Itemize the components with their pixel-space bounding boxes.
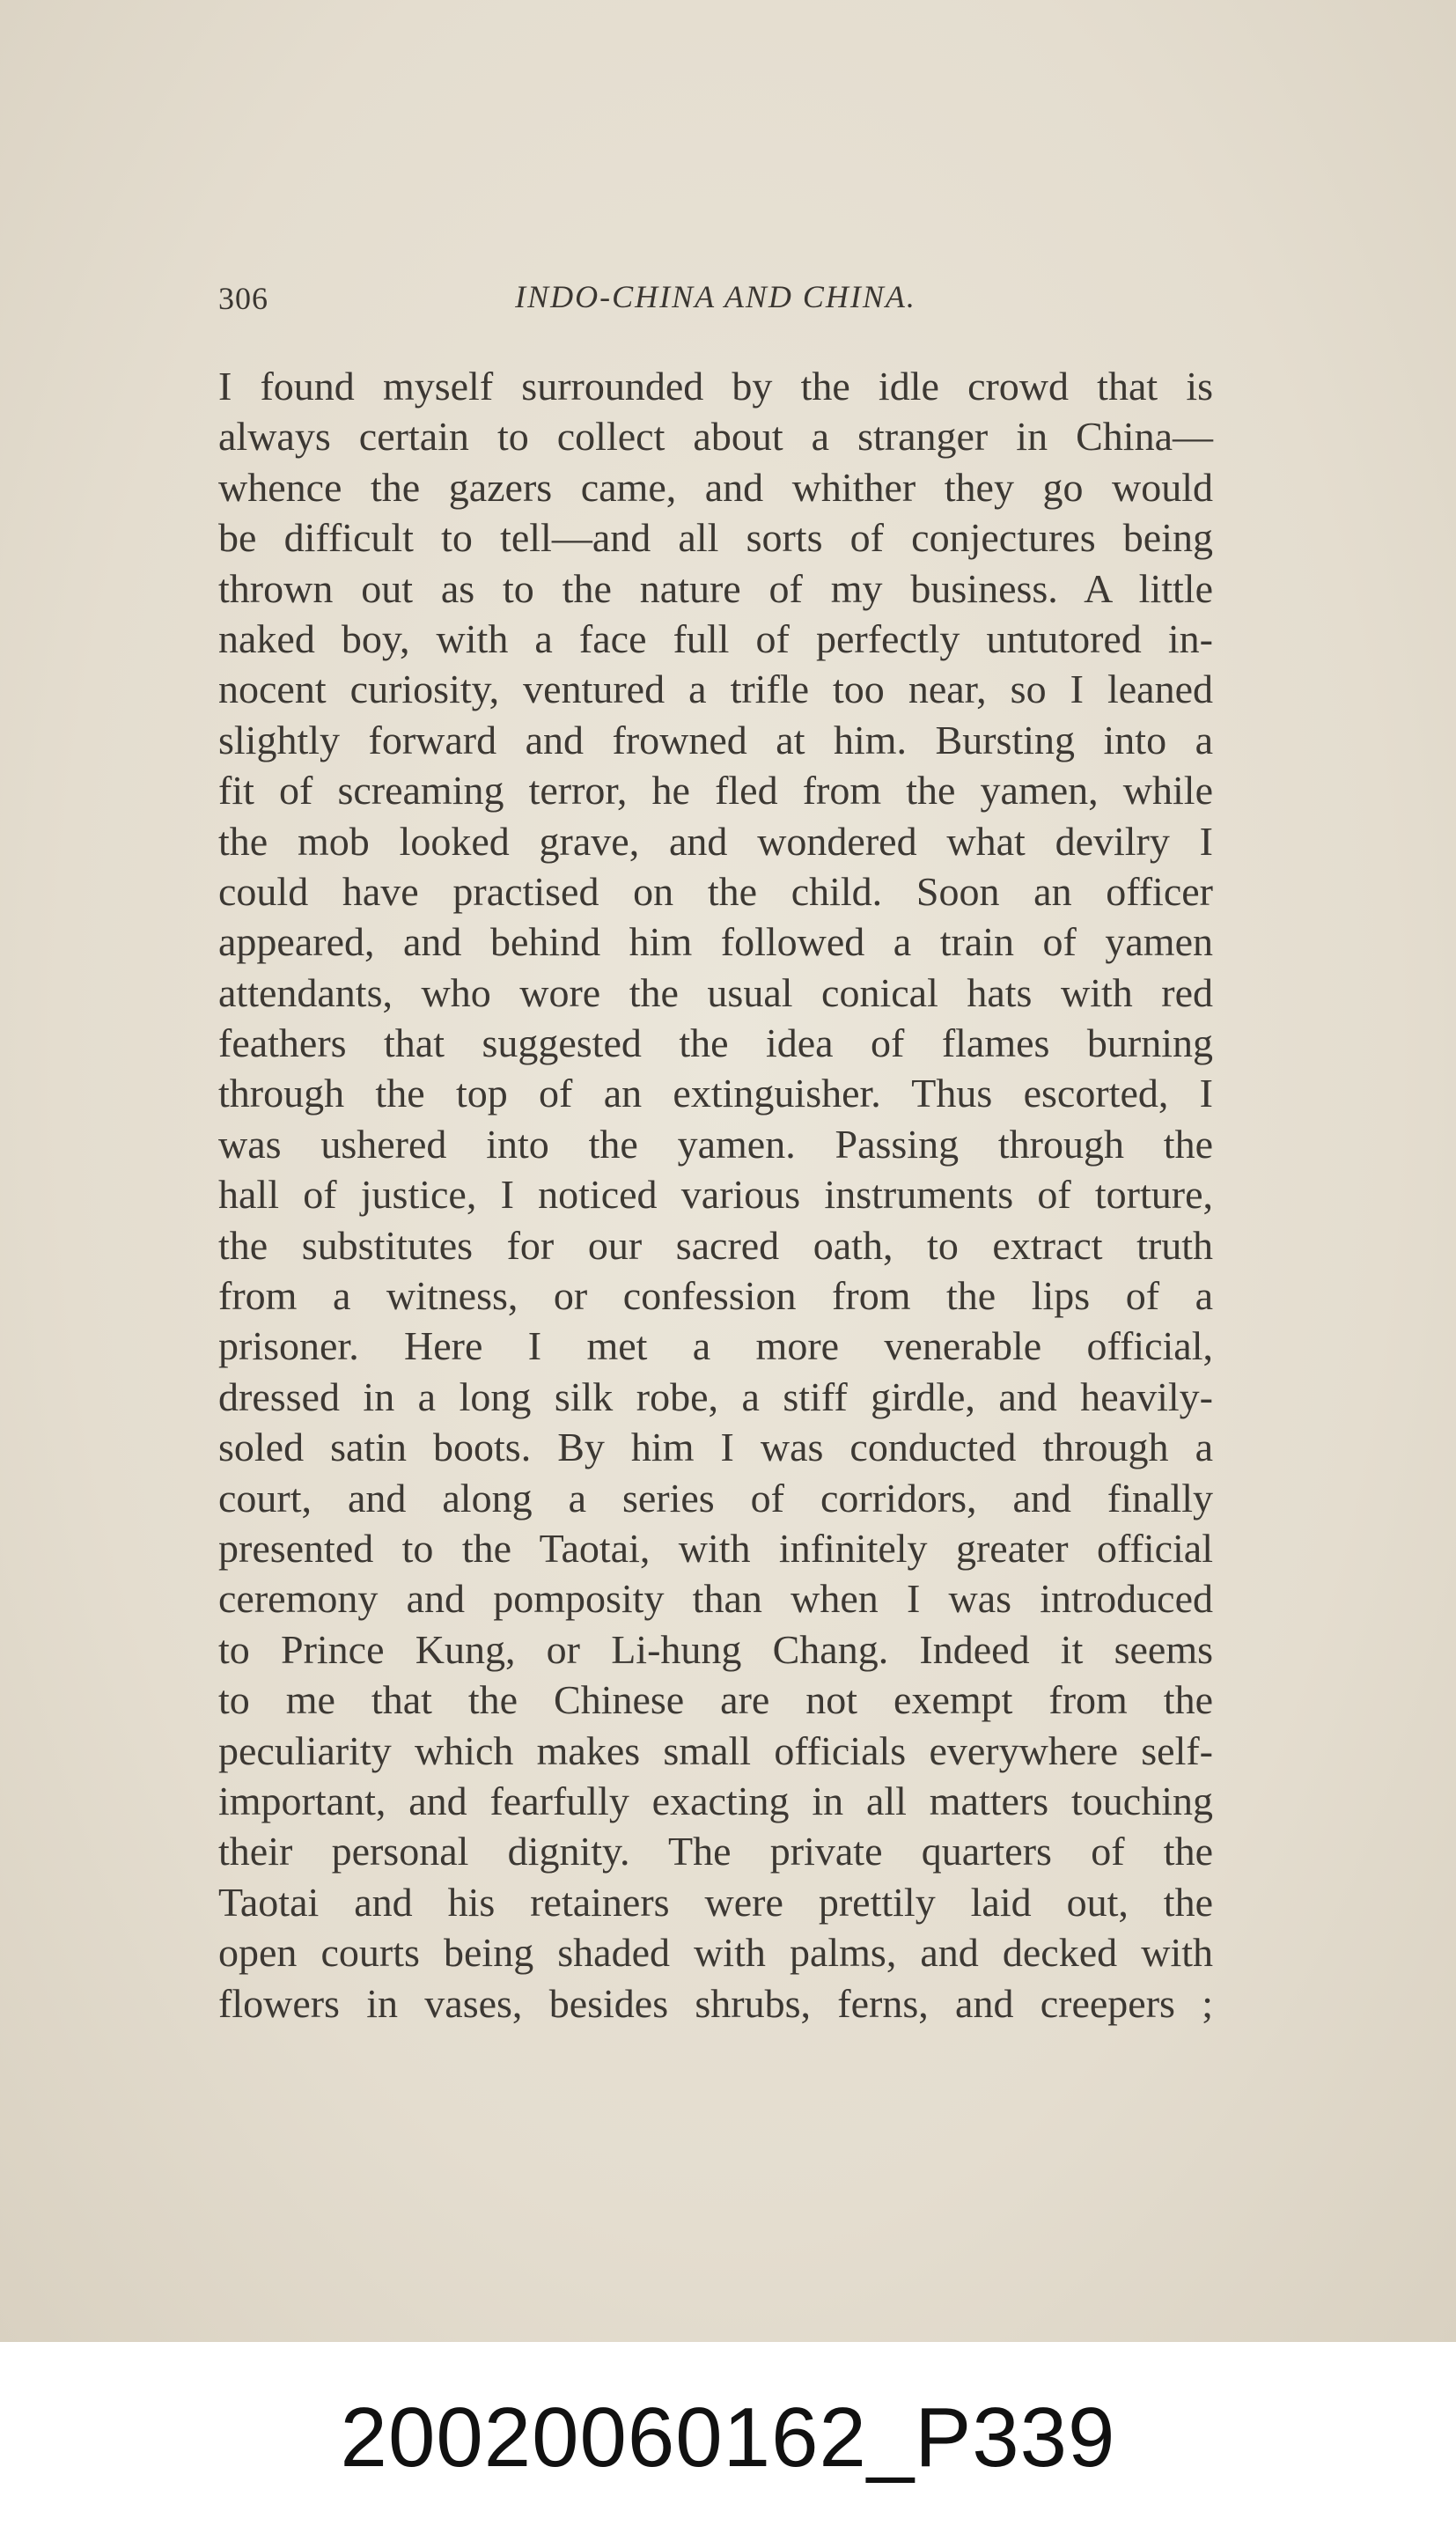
text-line: to me that the Chinese are not exempt from the [218, 1677, 1213, 1723]
text-line: the substitutes for our sacred oath, to extract truth [218, 1222, 1213, 1268]
text-line: court, and along a series of corridors, and finally [218, 1475, 1213, 1521]
text-line: to Prince Kung, or Li-hung Chang. Indeed it seems [218, 1626, 1213, 1672]
text-line: dressed in a long silk robe, a stiff girdle, and heavily- [218, 1373, 1213, 1419]
text-line: prisoner. Here I met a more venerable official, [218, 1323, 1213, 1369]
text-line: from a witness, or confession from the lips of a [218, 1273, 1213, 1319]
text-line: through the top of an extinguisher. Thus escorted, I [218, 1071, 1213, 1116]
text-line: feathers that suggested the idea of flames burning [218, 1020, 1213, 1066]
caption-area [0, 2342, 1456, 2548]
text-line: hall of justice, I noticed various instruments of torture, [218, 1172, 1213, 1218]
text-line: thrown out as to the nature of my business. A little [218, 565, 1213, 611]
text-line: flowers in vases, besides shrubs, ferns, and creepers ; [218, 1980, 1213, 2026]
text-line: naked boy, with a face full of perfectly untutored in- [218, 615, 1213, 661]
text-line: their personal dignity. The private quarters of the [218, 1829, 1213, 1874]
text-line: open courts being shaded with palms, and decked with [218, 1930, 1213, 1976]
text-line: ceremony and pomposity than when I was introduced [218, 1576, 1213, 1622]
running-head-title: INDO-CHINA AND CHINA. [515, 279, 916, 314]
text-line: was ushered into the yamen. Passing through the [218, 1121, 1213, 1167]
text-line: be difficult to tell—and all sorts of conjectures being [218, 515, 1213, 561]
text-line: fit of screaming terror, he fled from the yamen, while [218, 768, 1213, 814]
text-line: whence the gazers came, and whither they go would [218, 464, 1213, 510]
running-head [218, 273, 1213, 326]
text-line: peculiarity which makes small officials everywhere self- [218, 1727, 1213, 1773]
text-line: Taotai and his retainers were prettily laid out, the [218, 1879, 1213, 1925]
text-line: always certain to collect about a stranger in China— [218, 414, 1213, 460]
text-line: I found myself surrounded by the idle crowd that is [218, 364, 1213, 409]
text-line: the mob looked grave, and wondered what devilry I [218, 818, 1213, 864]
text-line: appeared, and behind him followed a train of yamen [218, 919, 1213, 965]
text-line: attendants, who wore the usual conical hats with red [218, 969, 1213, 1015]
text-line: presented to the Taotai, with infinitely greater official [218, 1525, 1213, 1571]
body-text [218, 361, 1213, 2029]
text-line: nocent curiosity, ventured a trifle too near, so I leaned [218, 666, 1213, 712]
image-identifier: 20020060162_P339 [340, 2390, 1116, 2485]
text-line: important, and fearfully exacting in all matters touching [218, 1778, 1213, 1823]
text-line: slightly forward and frowned at him. Bursting into a [218, 717, 1213, 762]
text-line: could have practised on the child. Soon an officer [218, 868, 1213, 914]
text-line: soled satin boots. By him I was conducted through a [218, 1425, 1213, 1470]
page-number: 306 [218, 281, 268, 316]
